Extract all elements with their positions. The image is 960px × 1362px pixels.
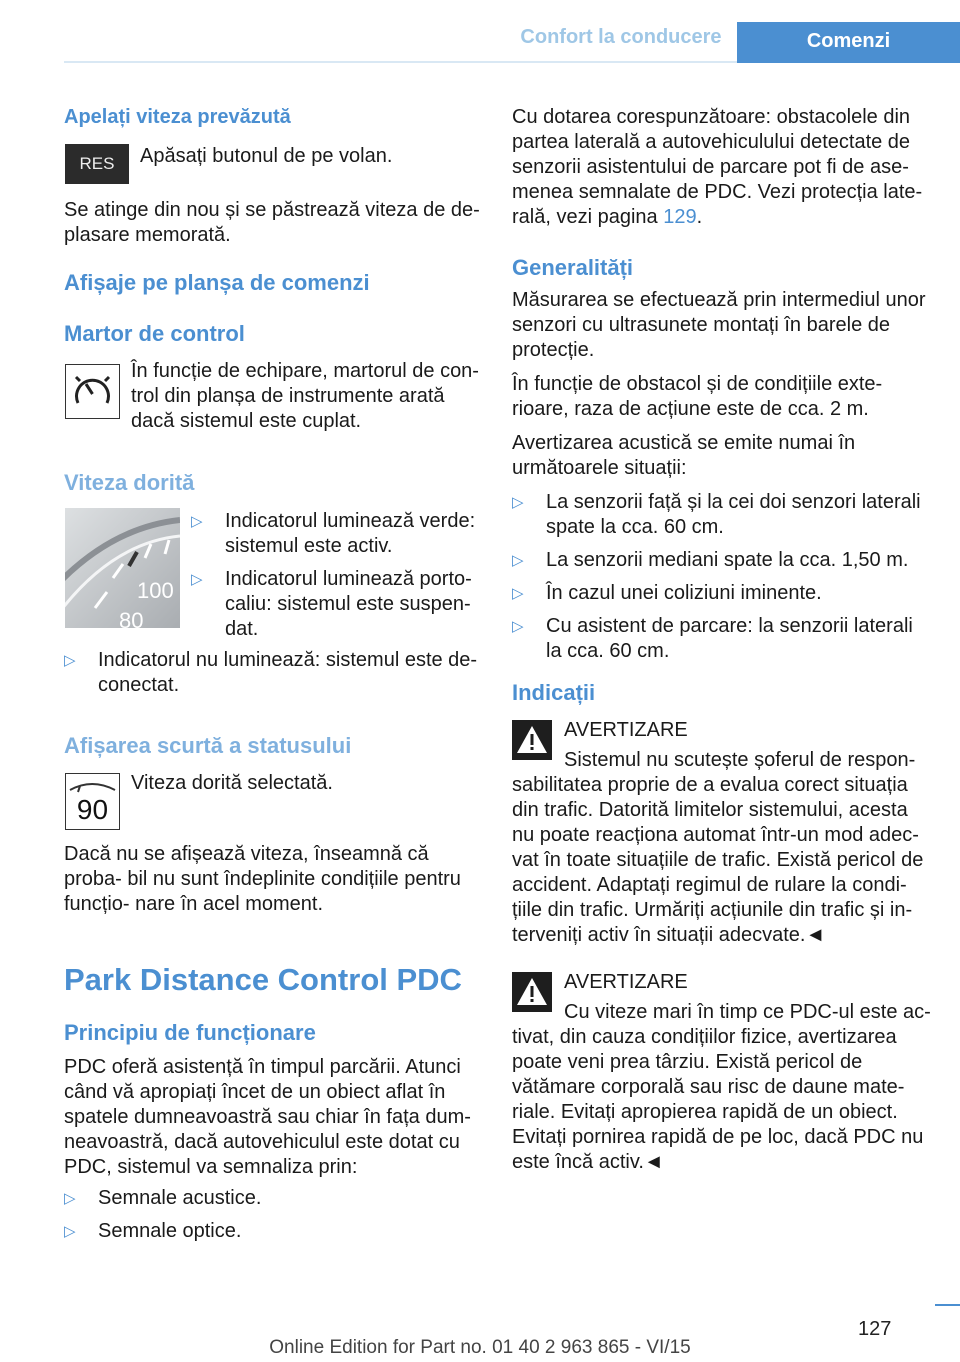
page-link-129[interactable]: 129 <box>663 206 697 228</box>
speed-90-label: 90 <box>76 794 109 825</box>
heading-resume-speed: Apelați viteza prevăzută <box>64 106 291 128</box>
page-number: 127 <box>858 1318 892 1340</box>
indicator-description <box>131 359 481 434</box>
page-header <box>0 0 960 62</box>
heading-short-status: Afișarea scurtă a statusului <box>64 733 352 758</box>
list-item: ▷ În cazul unei coliziuni iminente. <box>512 582 822 604</box>
res-text: Apăsați butonul de pe volan. <box>140 145 393 167</box>
heading-notes: Indicații <box>512 680 596 705</box>
signal-bullets <box>64 1186 484 1244</box>
speed-90-icon <box>65 773 120 830</box>
triangle-bullet-icon: ▷ <box>64 1190 76 1207</box>
indicator-text: În funcție de echipare, martorul de con‐ trol din planșa de instrumente arată dacă sistemul este cuplat. <box>131 360 479 432</box>
general-paragraph-3: Avertizarea acustică se emite numai în următoarele situații: <box>512 432 856 479</box>
heading-displays: Afișaje pe planșa de comenzi <box>64 270 370 295</box>
footer-edition: Online Edition for Part no. 01 40 2 963 865 - VI/15 <box>269 1337 691 1358</box>
desired-speed-bullets-a <box>191 509 483 642</box>
general-paragraph-1: Măsurarea se efectuează prin intermediul unor senzori cu ultrasunete montați în barele de protecție. <box>512 289 926 361</box>
triangle-bullet-icon: ▷ <box>512 618 524 635</box>
intro-paragraph: Cu dotarea corespunzătoare: obstacolele din partea laterală a autovehiculului detectate de senzorii asistentului de parcare pot fi de ase‐ menea semnalate de PDC. Vezi protecția late‐ rală, vezi pagina <box>512 106 923 228</box>
res-button-label: RES <box>79 154 115 173</box>
header-tab <box>737 22 960 63</box>
header-tab-label: Comenzi <box>806 30 891 52</box>
triangle-bullet-icon: ▷ <box>512 585 524 602</box>
general-paragraph-2: În funcție de obstacol și de condițiile exte‐ rioare, raza de acțiune este de cca. 2 m. <box>512 373 883 420</box>
footer-rule <box>935 1304 960 1306</box>
list-item: ▷ Indicatorul luminează porto‐ caliu: sistemul este suspen‐ dat. <box>191 568 472 640</box>
status-description <box>131 771 481 796</box>
triangle-bullet-icon: ▷ <box>512 552 524 569</box>
gauge-label-100: 100 <box>137 578 174 603</box>
res-button-icon <box>65 144 129 184</box>
resume-paragraph: Se atinge din nou și se păstrează viteza de de‐ plasare memorată. <box>64 199 480 246</box>
status-paragraph: Dacă nu se afișează viteza, înseamnă că proba‐ bil nu sunt îndeplinite condițiile pentru funcțio‐ nare în acel moment. <box>64 843 461 915</box>
left-column <box>64 105 480 130</box>
triangle-bullet-icon: ▷ <box>191 513 203 530</box>
right-intro: Cu dotarea corespunzătoare: obstacolele din partea laterală a autovehiculului detectate de senzorii asistentului de parcare pot fi de ase‐ menea semnalate de PDC. Vezi protecția late‐ rală, vezi pagina 129. <box>512 106 923 228</box>
list-item: ▷ La senzorii mediani spate la cca. 1,50 m. <box>512 549 909 571</box>
heading-indicator-lamp: Martor de control <box>64 321 245 346</box>
status-text: Viteza dorită selectată. <box>131 772 333 794</box>
heading-general: Generalități <box>512 255 634 280</box>
list-item: ▷ Semnale optice. <box>64 1220 242 1242</box>
warning-1-text: Sistemul nu scutește șoferul de respon‐ sabilitatea proprie de a evalua corect situația din trafic. Datorită limitelor sistemului, acesta nu poate reacționa automat într-un mod adec‐ vat în toate situațiile de trafic. Există pericol de accident. Adaptați regimul de rulare la condi‐ țiile din trafic. Urmăriți acțiunile din trafic și in‐ terveniți activ în situații adecvate.◄ <box>512 749 924 946</box>
res-description <box>140 144 480 169</box>
warning-2-text: Cu viteze mari în timp ce PDC-ul este ac‐ tivat, din cauza condițiilor fizice, avertizarea poate veni prea târziu. Există pericol de vătămare corporală sau risc de daune mate‐ riale. Evitați apropierea rapidă de un obiect. Evitați pornirea rapidă de pe loc, dacă PDC nu este încă activ.◄ <box>512 1001 931 1173</box>
situations-list <box>512 490 932 664</box>
triangle-bullet-icon: ▷ <box>191 571 203 588</box>
desired-speed-bullets-b <box>64 648 484 698</box>
list-item: ▷ Semnale acustice. <box>64 1187 262 1209</box>
triangle-bullet-icon: ▷ <box>64 1223 76 1240</box>
header-section-title: Confort la conducere <box>520 26 722 48</box>
warning-2-title: AVERTIZARE <box>564 971 688 993</box>
list-item: ▷ Indicatorul luminează verde: sistemul este activ. <box>191 510 476 557</box>
triangle-bullet-icon: ▷ <box>64 652 76 669</box>
heading-pdc: Park Distance Control PDC <box>64 962 462 997</box>
heading-desired-speed: Viteza dorită <box>64 470 195 495</box>
principle-paragraph: PDC oferă asistență în timpul parcării. Atunci când vă apropiați încet de un obiect aflat în spatele dumneavoastră sau chiar în fața dum‐ neavoastră, dacă autovehiculul este dotat cu PDC, sistemul va semnaliza prin: <box>64 1056 471 1178</box>
gauge-label-80: 80 <box>119 608 144 628</box>
triangle-bullet-icon: ▷ <box>512 494 524 511</box>
list-item: ▷ Indicatorul nu luminează: sistemul este de‐ conectat. <box>64 649 478 696</box>
list-item: ▷ La senzorii față și la cei doi senzori laterali spate la cca. 60 cm. <box>512 491 921 538</box>
cruise-indicator-icon <box>65 364 120 419</box>
heading-principle: Principiu de funcționare <box>64 1020 316 1045</box>
warning-1-title: AVERTIZARE <box>564 719 688 741</box>
speedometer-image <box>65 508 180 628</box>
list-item: ▷ Cu asistent de parcare: la senzorii laterali la cca. 60 cm. <box>512 615 913 662</box>
